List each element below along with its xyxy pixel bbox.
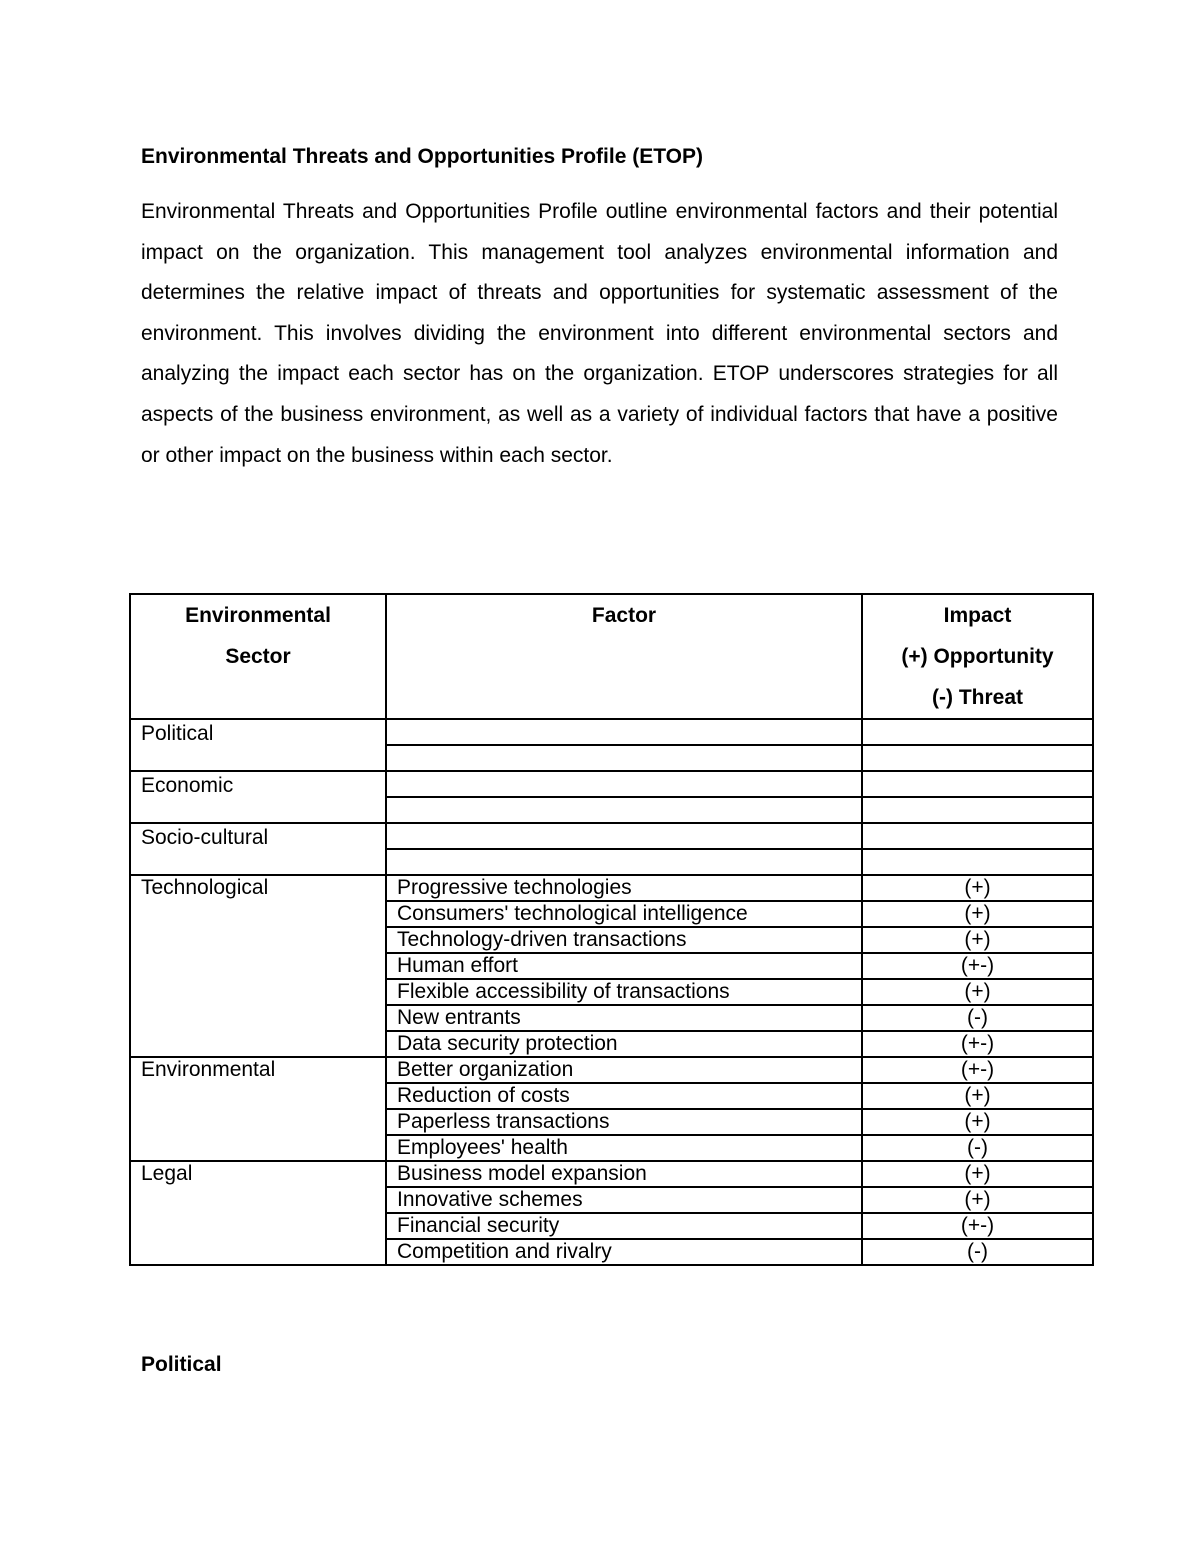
factor-cell: Reduction of costs: [386, 1083, 862, 1109]
section-heading-political: Political: [141, 1353, 222, 1376]
table-row: [130, 719, 1093, 745]
sector-cell: Economic: [130, 771, 386, 823]
intro-paragraph: Environmental Threats and Opportunities Profile outline environmental factors and their potential impact on the organization. This management tool analyzes environmental information and determines the relative impact of threats and opportunities for systematic assessment of the environment. This involves dividing the environment into different environmental sectors and analyzing the impact each sector has on the organization. ETOP underscores strategies for all aspects of the business environment, as well as a variety of individual factors that have a positive or other impact on the business within each sector.: [141, 200, 1058, 467]
factor-cell: [386, 823, 862, 849]
sector-cell: Political: [130, 719, 386, 771]
factor-cell: New entrants: [386, 1005, 862, 1031]
header-impact-line: Impact: [943, 604, 1012, 627]
header-impact-line: (+) Opportunity: [901, 645, 1054, 668]
impact-cell: [862, 771, 1093, 797]
impact-cell: (-): [862, 1005, 1093, 1031]
table-row: [130, 1161, 1093, 1187]
impact-cell: (+): [862, 901, 1093, 927]
impact-cell: (+): [862, 875, 1093, 901]
impact-cell: [862, 823, 1093, 849]
sector-cell: Environmental: [130, 1057, 386, 1161]
impact-cell: (+): [862, 1187, 1093, 1213]
factor-cell: Better organization: [386, 1057, 862, 1083]
header-impact-line: (-) Threat: [932, 686, 1023, 709]
table-header-row: [130, 594, 1093, 719]
header-factor-line: Factor: [591, 604, 657, 627]
factor-cell: Data security protection: [386, 1031, 862, 1057]
header-sector-line: Sector: [225, 645, 291, 668]
factor-cell: Competition and rivalry: [386, 1239, 862, 1265]
header-sector: [130, 594, 386, 719]
factor-cell: Innovative schemes: [386, 1187, 862, 1213]
factor-cell: Employees' health: [386, 1135, 862, 1161]
impact-cell: [862, 719, 1093, 745]
sector-cell: Legal: [130, 1161, 386, 1265]
sector-cell: Technological: [130, 875, 386, 1057]
impact-cell: (+-): [862, 1057, 1093, 1083]
impact-cell: [862, 849, 1093, 875]
factor-cell: Progressive technologies: [386, 875, 862, 901]
factor-cell: Technology-driven transactions: [386, 927, 862, 953]
table-row: [130, 1057, 1093, 1083]
table-row: [130, 875, 1093, 901]
factor-cell: [386, 745, 862, 771]
etop-table: [129, 593, 1094, 1266]
impact-cell: (+-): [862, 1031, 1093, 1057]
factor-cell: [386, 719, 862, 745]
factor-cell: Paperless transactions: [386, 1109, 862, 1135]
impact-cell: [862, 745, 1093, 771]
impact-cell: (+): [862, 979, 1093, 1005]
impact-cell: (+-): [862, 953, 1093, 979]
impact-cell: (+): [862, 927, 1093, 953]
factor-cell: Financial security: [386, 1213, 862, 1239]
etop-table-body: [130, 719, 1093, 1265]
table-row: [130, 823, 1093, 849]
factor-cell: Consumers' technological intelligence: [386, 901, 862, 927]
impact-cell: (+): [862, 1161, 1093, 1187]
impact-cell: [862, 797, 1093, 823]
header-factor: [386, 594, 862, 719]
sector-cell: Socio-cultural: [130, 823, 386, 875]
impact-cell: (+): [862, 1109, 1093, 1135]
table-row: [130, 771, 1093, 797]
factor-cell: [386, 797, 862, 823]
impact-cell: (-): [862, 1135, 1093, 1161]
factor-cell: Business model expansion: [386, 1161, 862, 1187]
impact-cell: (+): [862, 1083, 1093, 1109]
page-title: Environmental Threats and Opportunities Profile (ETOP): [141, 145, 704, 168]
factor-cell: Human effort: [386, 953, 862, 979]
factor-cell: [386, 849, 862, 875]
impact-cell: (-): [862, 1239, 1093, 1265]
impact-cell: (+-): [862, 1213, 1093, 1239]
header-impact: [862, 594, 1093, 719]
factor-cell: Flexible accessibility of transactions: [386, 979, 862, 1005]
header-sector-line: Environmental: [185, 604, 331, 627]
factor-cell: [386, 771, 862, 797]
